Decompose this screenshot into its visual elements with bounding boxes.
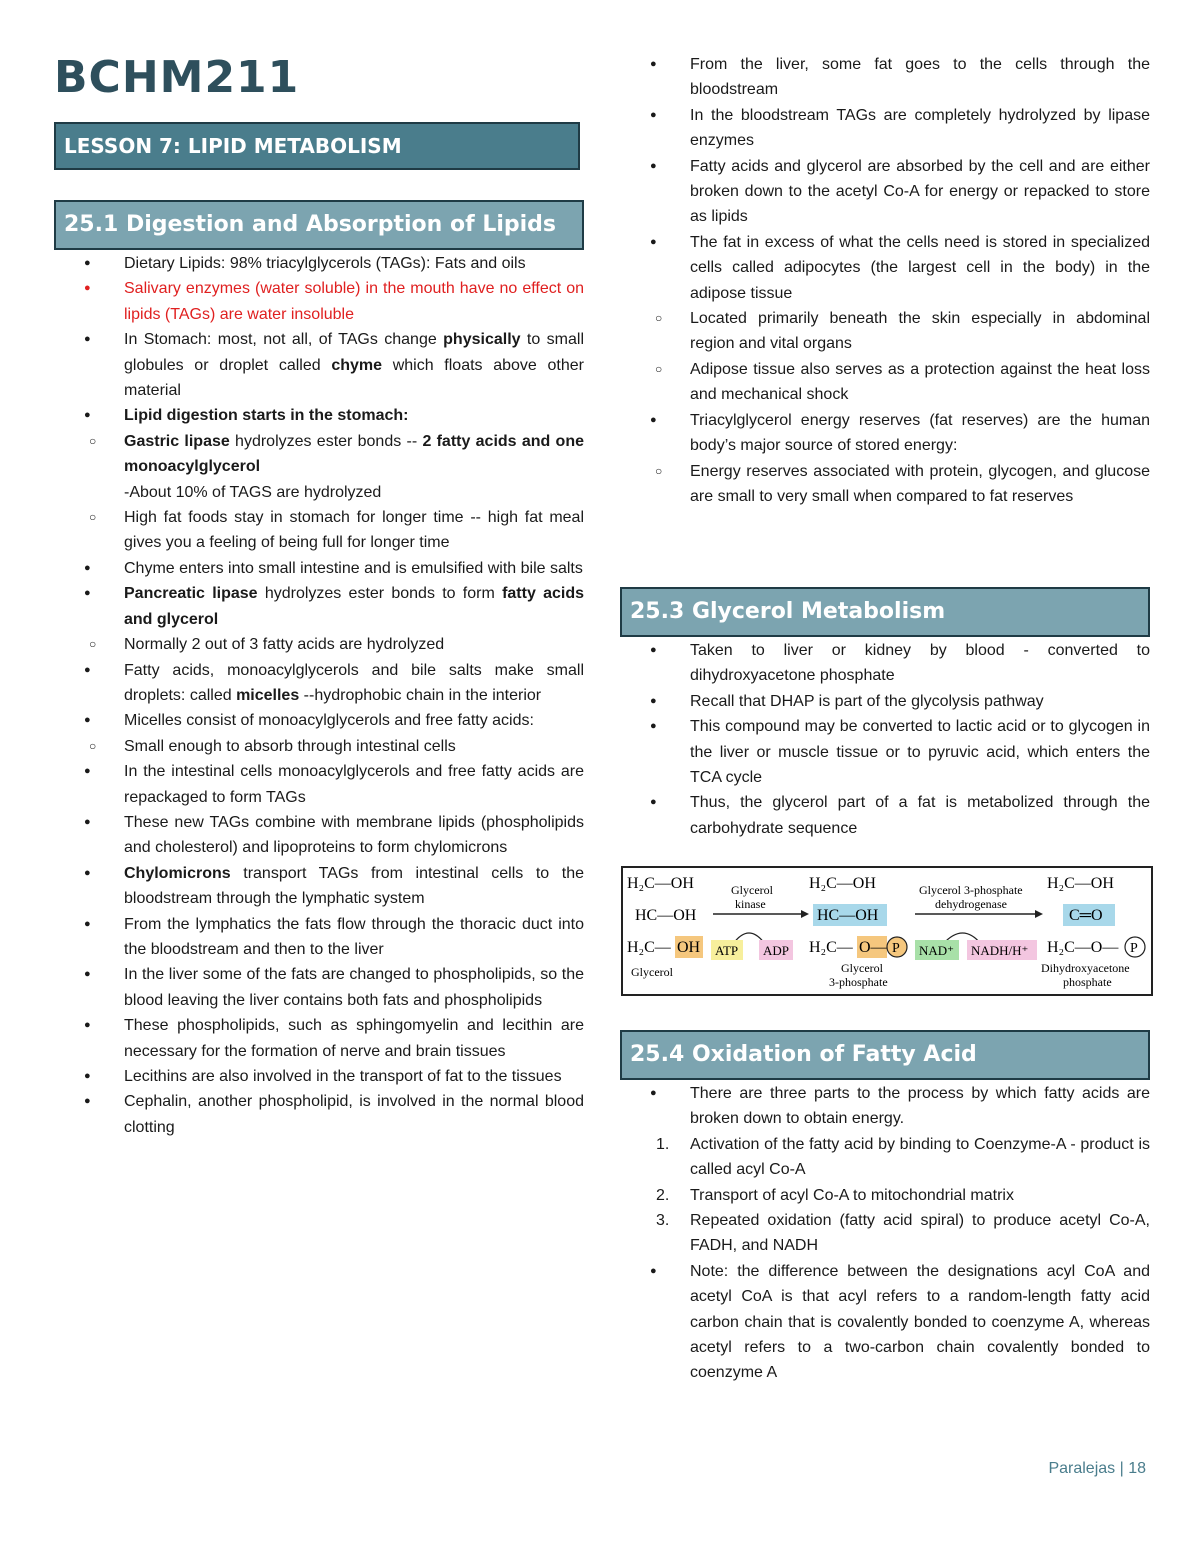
section-title-25-1: 25.1 Digestion and Absorption of Lipids (54, 200, 584, 250)
numbered-item: 2. Transport of acyl Co-A to mitochondrial matrix (656, 1186, 1014, 1204)
sub-list (54, 429, 584, 556)
bullet-item: ● Micelles consist of monoacylglycerols and free fatty acids: ○ Small enough to absorb through intestinal cells (54, 708, 584, 759)
g3p-bot: H₂C— (809, 939, 853, 956)
atp-label: ATP (715, 943, 739, 958)
sub-list (54, 734, 584, 759)
bullet-item: ● Lecithins are also involved in the transport of fat to the tissues (54, 1064, 584, 1089)
sub-item: ○ Energy reserves associated with protein, glycogen, and glucose are small to very small when compared to fat reserves (620, 459, 1150, 510)
section-title-25-4: 25.4 Oxidation of Fatty Acid (620, 1030, 1150, 1080)
bullet-item: ● In the intestinal cells monoacylglycerols and free fatty acids are repackaged to form TAGs (54, 759, 584, 810)
section-25-4-list (620, 1081, 1150, 1386)
numbered-item: 3. Repeated oxidation (fatty acid spiral) to produce acetyl Co-A, FADH, and NADH (656, 1212, 1150, 1255)
bullet-item-red: ● Salivary enzymes (water soluble) in the mouth have no effect on lipids (TAGs) are water insoluble (54, 276, 584, 327)
bullet-item: ● The fat in excess of what the cells need is stored in specialized cells called adipocytes (the largest cell in the body) in the adipose tissue ○ Located primarily beneath the skin especially in abdominal region and vital organs ○ Adipose tissue also serves as a protection against the heat loss and mechanical shock (620, 230, 1150, 408)
page-footer: Paralejas | 18 (1048, 1460, 1146, 1477)
section-25-3-body (620, 638, 1150, 841)
numbered-list (620, 1132, 1150, 1259)
enzyme2-label-line1: Glycerol 3-phosphate (919, 883, 1023, 897)
section-25-3-list (620, 638, 1150, 841)
bullet-item: ● These phospholipids, such as sphingomyelin and lecithin are necessary for the formation of nerve and brain tissues (54, 1013, 584, 1064)
sub-item: ○ High fat foods stay in stomach for longer time -- high fat meal gives you a feeling of being full for longer time (54, 505, 584, 556)
enzyme1-label-line2: kinase (735, 897, 766, 911)
nad-label: NAD⁺ (919, 943, 955, 958)
bullet-item: ● Chyme enters into small intestine and is emulsified with bile salts (54, 556, 584, 581)
bullet-item: ● Triacylglycerol energy reserves (fat reserves) are the human body’s major source of stored energy: ○ Energy reserves associated with protein, glycogen, and glucose are small to very small when compared to fat reserves (620, 408, 1150, 510)
right-column-top (620, 52, 1150, 509)
bullet-item: ● Taken to liver or kidney by blood - converted to dihydroxyacetone phosphate (620, 638, 1150, 689)
bullet-item: ● This compound may be converted to lactic acid or to glycogen in the liver or muscle tissue or to pyruvic acid, which enters the TCA cycle (620, 714, 1150, 790)
bullet-item: ● In the liver some of the fats are changed to phospholipids, so the blood leaving the liver contains both fats and phospholipids (54, 962, 584, 1013)
sub-item: ○ Gastric lipase hydrolyzes ester bonds -- 2 fatty acids and one monoacylglycerol -About 10% of TAGS are hydrolyzed (54, 429, 584, 505)
glycerol-mid: HC—OH (635, 907, 697, 924)
glycerol-oh: OH (677, 939, 701, 956)
bullet-item: ● Fatty acids and glycerol are absorbed by the cell and are either broken down to the acetyl Co-A for energy or repacked to store as lipids (620, 154, 1150, 230)
enzyme2-label-line2: dehydrogenase (935, 897, 1007, 911)
phosphate-1: P (892, 941, 900, 956)
sub-item: ○ Normally 2 out of 3 fatty acids are hydrolyzed (54, 632, 584, 657)
dhap-label-line2: phosphate (1063, 975, 1112, 989)
glycerol-label: Glycerol (631, 965, 673, 979)
bullet-item: ● Recall that DHAP is part of the glycolysis pathway (620, 689, 1150, 714)
glycerol-pathway-diagram (621, 866, 1153, 996)
nadh-label: NADH/H⁺ (971, 943, 1029, 958)
numbered-item: 1. Activation of the fatty acid by binding to Coenzyme-A - product is called acyl Co-A (656, 1135, 1150, 1179)
section-25-1-list (54, 251, 584, 1140)
dhap-label-line1: Dihydroxyacetone (1041, 961, 1130, 975)
left-column (54, 251, 584, 1140)
arrow-1-head (801, 910, 809, 918)
pathway-svg (623, 868, 1151, 994)
bullet-item: ● In Stomach: most, not all, of TAGs change physically to small globules or droplet called chyme which floats above other material (54, 327, 584, 403)
bullet-item: ● These new TAGs combine with membrane lipids (phospholipids and cholesterol) and lipoproteins to form chylomicrons (54, 810, 584, 861)
dhap-mid: C═O (1069, 907, 1103, 924)
adp-label: ADP (763, 943, 790, 958)
bullet-item: ● Pancreatic lipase hydrolyzes ester bonds to form fatty acids and glycerol ○ Normally 2 out of 3 fatty acids are hydrolyzed (54, 581, 584, 657)
g3p-label-line1: Glycerol (841, 961, 883, 975)
g3p-mid: HC—OH (817, 907, 879, 924)
sub-item: ○ Small enough to absorb through intestinal cells (54, 734, 584, 759)
sub-list (620, 459, 1150, 510)
g3p-top: H₂C—OH (809, 875, 876, 892)
bullet-item: ● Dietary Lipids: 98% triacylglycerols (TAGs): Fats and oils (54, 251, 584, 276)
glycerol-top: H₂C—OH (627, 875, 694, 892)
lesson-title: LESSON 7: LIPID METABOLISM (54, 122, 580, 170)
bullet-item: ● From the liver, some fat goes to the cells through the bloodstream (620, 52, 1150, 103)
bullet-item: ● In the bloodstream TAGs are completely hydrolyzed by lipase enzymes (620, 103, 1150, 154)
sub-list (54, 632, 584, 657)
section-25-4-body (620, 1081, 1150, 1386)
g3p-o: O— (859, 939, 887, 956)
sub-item: ○ Located primarily beneath the skin especially in abdominal region and vital organs (620, 306, 1150, 357)
g3p-label-line2: 3-phosphate (829, 975, 888, 989)
glycerol-bot: H₂C— (627, 939, 671, 956)
course-title: BCHM211 (54, 52, 300, 103)
bullet-item: ● Cephalin, another phospholipid, is involved in the normal blood clotting (54, 1089, 584, 1140)
enzyme1-label-line1: Glycerol (731, 883, 773, 897)
phosphate-2: P (1130, 941, 1138, 956)
sub-list (620, 306, 1150, 408)
section-title-25-3: 25.3 Glycerol Metabolism (620, 587, 1150, 637)
bullet-item: ● Thus, the glycerol part of a fat is metabolized through the carbohydrate sequence (620, 790, 1150, 841)
bullet-item: ● There are three parts to the process by which fatty acids are broken down to obtain energy. 1. Activation of the fatty acid by binding to Coenzyme-A - product is called acyl Co-A 2. Transport of acyl Co-A to mitochondrial matrix 3. Repeated oxidation (fatty acid spiral) to produce acetyl Co-A, FADH, and NADH (620, 1081, 1150, 1259)
arrow-2-head (1035, 910, 1043, 918)
bullet-item: ● Chylomicrons transport TAGs from intestinal cells to the bloodstream through the lymphatic system (54, 861, 584, 912)
dhap-bot: H₂C—O— (1047, 939, 1119, 956)
sub-item: ○ Adipose tissue also serves as a protection against the heat loss and mechanical shock (620, 357, 1150, 408)
dhap-top: H₂C—OH (1047, 875, 1114, 892)
section-25-2-list (620, 52, 1150, 509)
bullet-item: ● From the lymphatics the fats flow through the thoracic duct into the bloodstream and then to the liver (54, 912, 584, 963)
bullet-item: ● Note: the difference between the designations acyl CoA and acetyl CoA is that acyl refers to a random-length fatty acid carbon chain that is covalently bonded to coenzyme A, whereas acetyl refers to a two-carbon chain covalently bonded to coenzyme A (620, 1259, 1150, 1386)
bullet-item: ● Lipid digestion starts in the stomach: ○ Gastric lipase hydrolyzes ester bonds -- 2 fatty acids and one monoacylglycerol -About 10% of TAGS are hydrolyzed ○ High fat foods stay in stomach for longer time -- high fat meal gives you a feeling of being full for longer time (54, 403, 584, 555)
bullet-item: ● Fatty acids, monoacylglycerols and bile salts make small droplets: called micelles --hydrophobic chain in the interior (54, 658, 584, 709)
